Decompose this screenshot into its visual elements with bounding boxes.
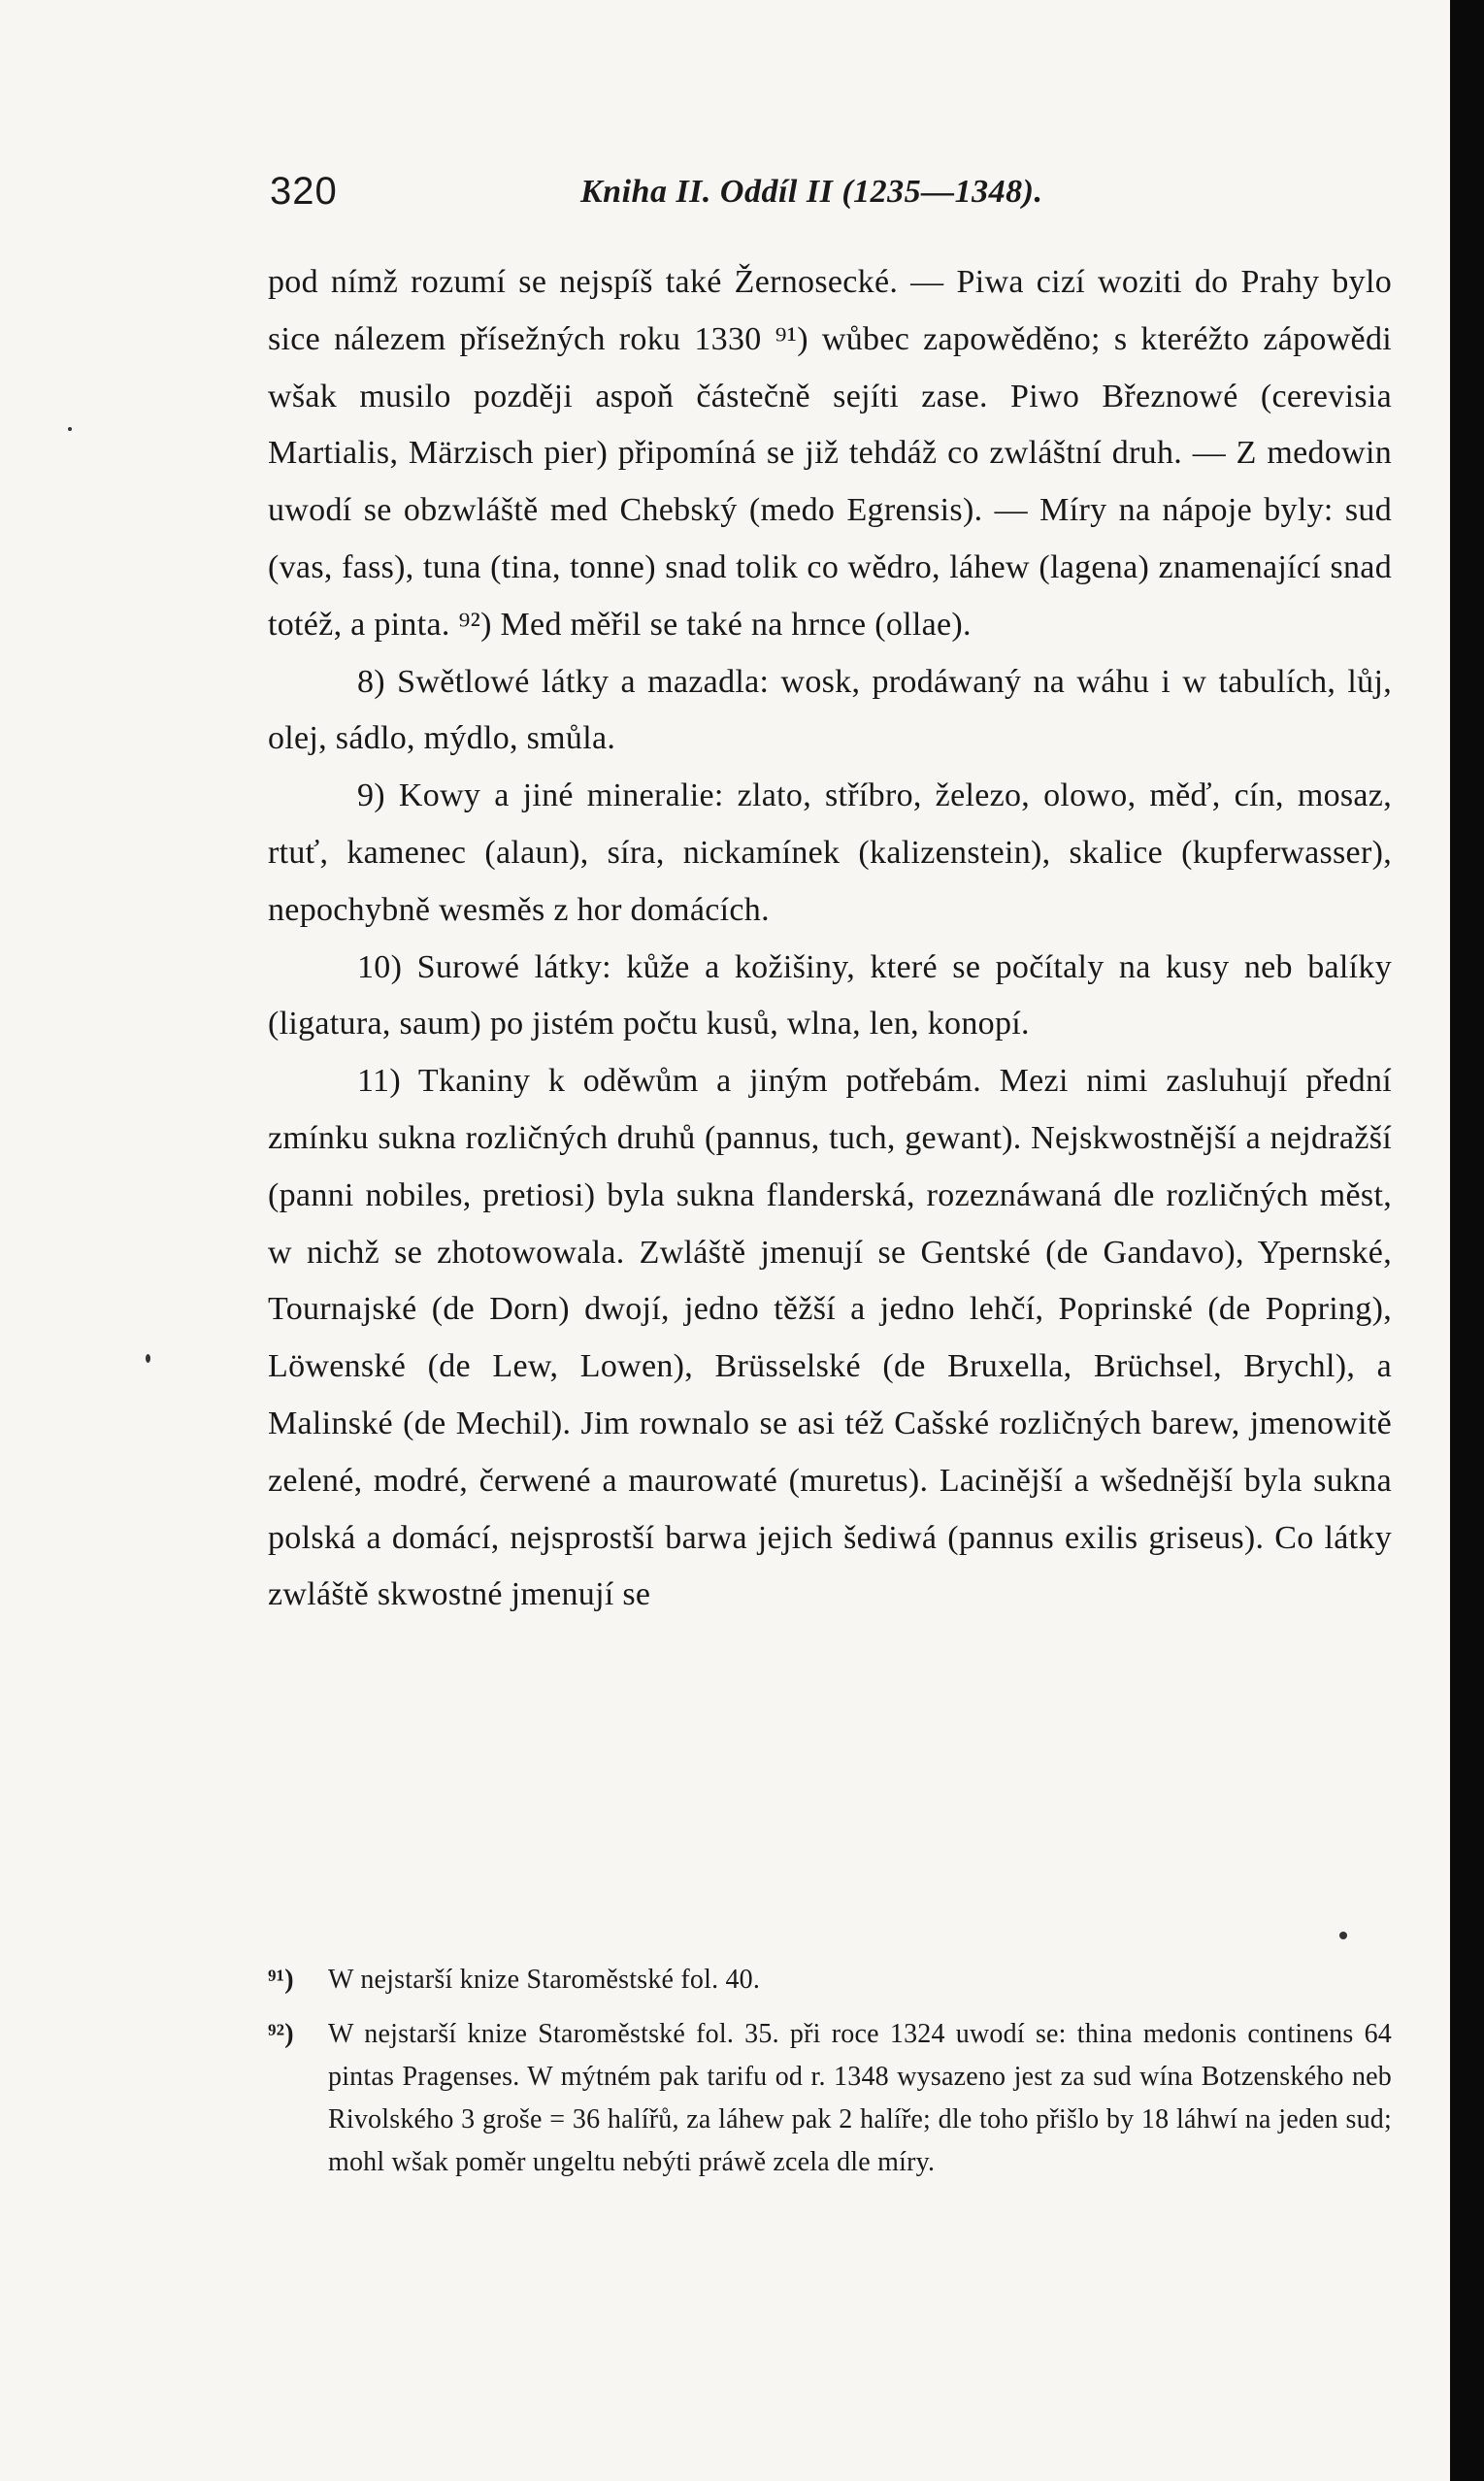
paragraph: 11) Tkaniny k oděwům a jiným potřebám. Mezi nimi zasluhují přední zmínku sukna rozličných druhů (pannus, tuch, gewant). Nejskwostnější a nejdražší (panni nobiles, pretiosi) byla sukna flanderská, rozeznáwaná dle rozličných měst, w nichž se zhotowowala. Zwláště jmenují se Gentské (de Gandavo), Ypernské, Tournajské (de Dorn) dwojí, jedno těžší a jedno lehčí, Poprinské (de Popring), Löwenské (de Lew, Lowen), Brüsselské (de Bruxella, Brüchsel, Brychl), a Malinské (de Mechil). Jim rownalo se asi též Cašské rozličných barew, jmenowitě zelené, modré, čerwené a maurowaté (muretus). Lacinější a wšednější byla sukna polská a domácí, nejsprostší barwa jejich šediwá (pannus exilis griseus). Co látky zwláště skwostné jmenují se: [268, 1063, 1392, 1613]
footnote: [268, 2013, 1392, 2184]
paragraph: 8) Swětlowé látky a mazadla: wosk, prodáwaný na wáhu i w tabulích, lůj, olej, sádlo, mýdlo, smůla.: [268, 663, 1392, 757]
main-text: [268, 254, 1392, 1624]
paragraph: 9) Kowy a jiné mineralie: zlato, stříbro, železo, olowo, měď, cín, mosaz, rtuť, kamenec (alaun), síra, nickamínek (kalizenstein), skalice (kupferwasser), nepochybně wesměs z hor domácích.: [268, 777, 1392, 928]
paper-speck: [146, 1354, 150, 1363]
paper-speck: [1339, 1932, 1347, 1939]
footnote-text: W nejstarší knize Staroměstské fol. 35. při roce 1324 uwodí se: thina medonis continens 64 pintas Pragenses. W mýtném pak tarifu od r. 1348 wysazeno jest za sud wína Botzenského neb Rivolského 3 groše = 36 halířů, za láhew pak 2 halíře; dle toho přišlo by 18 láhwí na jeden sud; mohl wšak poměr ungeltu nebýti práwě zcela dle míry.: [328, 2019, 1392, 2177]
paragraph: pod nímž rozumí se nejspíš také Žernosecké. — Piwa cizí woziti do Prahy bylo sice nálezem přísežných roku 1330 ⁹¹) wůbec zapowěděno; s kteréžto zápowědi wšak musilo později aspoň částečně sejíti zase. Piwo Březnowé (cerevisia Martialis, Märzisch pier) připomíná se již tehdáž co zwláštní druh. — Z medowin uwodí se obzwláště med Chebský (medo Egrensis). — Míry na nápoje byly: sud (vas, fass), tuna (tina, tonne) snad tolik co wědro, láhew (lagena) znamenající snad totéž, a pinta. ⁹²) Med měřil se také na hrnce (ollae).: [268, 264, 1392, 643]
page-header: [270, 170, 1396, 228]
running-head: Kniha II. Oddíl II (1235—1348).: [580, 174, 1043, 210]
footnote-mark: ⁹²): [268, 2019, 294, 2049]
paragraph: 10) Surowé látky: kůže a kožišiny, které se počítaly na kusy neb balíky (ligatura, saum) po jistém počtu kusů, wlna, len, konopí.: [268, 948, 1392, 1042]
page-number: 320: [270, 170, 338, 213]
footnote-text: W nejstarší knize Staroměstské fol. 40.: [328, 1965, 761, 1995]
scan-edge: [1450, 0, 1484, 2481]
footnote-mark: ⁹¹): [268, 1965, 294, 1995]
paper-speck: [68, 427, 72, 431]
footnote: [268, 1959, 1392, 2001]
footnotes: [268, 1959, 1392, 2196]
